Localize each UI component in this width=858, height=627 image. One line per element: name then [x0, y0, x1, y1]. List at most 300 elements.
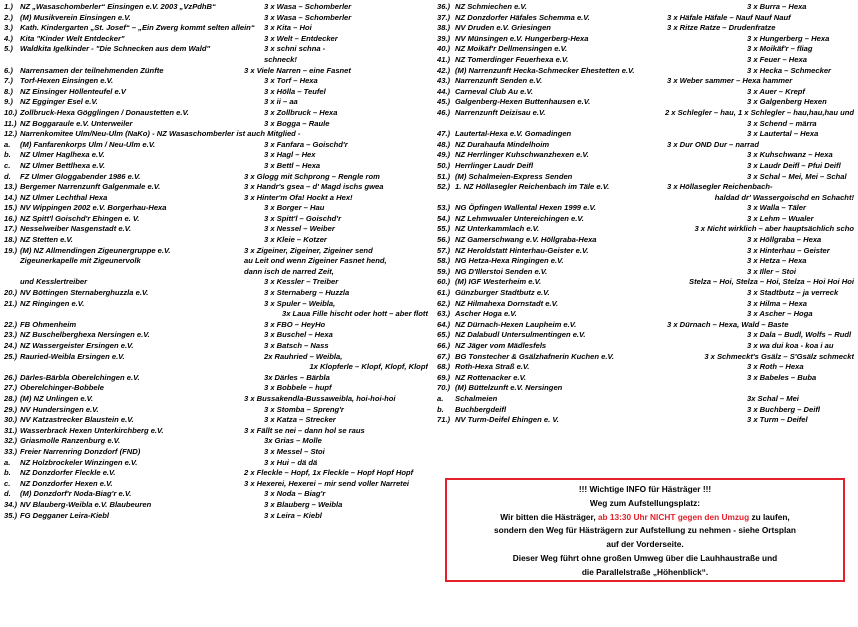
- info-line-4: Dieser Weg führt ohne großen Umweg über die Lauhhaustraße und: [512, 552, 778, 563]
- entry-call: 2 x Schlegler – hau, 1 x Schlegler – hau,hau,hau und: [664, 107, 854, 117]
- list-item: [437, 97, 854, 108]
- list-item: [437, 330, 854, 341]
- list-item: [4, 55, 428, 66]
- entry-call: 3 x Hungerberg – Hexa: [747, 33, 830, 43]
- list-item: [437, 87, 854, 98]
- list-item: [4, 203, 428, 214]
- list-item: [4, 44, 428, 55]
- entry-call: 3 x Nicht wirklich – aber hauptsächlich scho: [694, 224, 854, 234]
- entry-call: 3 x Feuer – Hexa: [747, 54, 807, 64]
- entry-call: 3 x Borger – Hau: [264, 203, 325, 213]
- entry-call: 3 x Buschel – Hexa: [264, 330, 333, 340]
- entry-number: 69.): [437, 372, 451, 382]
- list-item: [4, 224, 428, 235]
- entry-call: 3 x Hui – dä dä: [264, 457, 318, 467]
- entry-name: Ascher Hoga e.V.: [455, 309, 517, 319]
- list-item: [4, 256, 428, 267]
- entry-number: 64.): [437, 319, 451, 329]
- list-item: [4, 436, 428, 447]
- entry-call: 3 x Zollbruck – Hexa: [264, 107, 338, 117]
- entry-number: a.: [437, 393, 444, 403]
- entry-name: Narrenkomitee Ulm/Neu-Ulm (NaKo) - NZ Wasaschomberler ist auch Mitglied -: [20, 129, 301, 139]
- list-item: [437, 203, 854, 214]
- entry-call: 3 x Nessel – Weiber: [264, 224, 335, 234]
- list-item: [437, 362, 854, 373]
- entry-call: Stelza – Hoi, Stelza – Hoi, Stelza – Hoi Hoi Hoi: [689, 277, 854, 287]
- right-column: [437, 2, 854, 426]
- entry-call: 3 x Messel – Stoi: [264, 446, 325, 456]
- entry-name: NZ Durahaufa Mindelhoim: [455, 139, 550, 149]
- entry-name: Rauried-Weibla Ersingen e.V.: [20, 351, 125, 361]
- entry-name: Oberelchinger-Bobbele: [20, 383, 104, 393]
- entry-call: 3 x Bettl – Hexa: [264, 160, 321, 170]
- list-item: [437, 119, 854, 130]
- entry-name: NZ Dürnach-Hexen Laupheim e.V.: [455, 319, 577, 329]
- entry-call: 3 x Häfale Häfale – Nauf Nauf Nauf: [667, 12, 791, 22]
- entry-call: 3 x Galgenberg Hexen: [747, 97, 827, 107]
- entry-number: 29.): [4, 404, 18, 414]
- list-item: [4, 13, 428, 24]
- entry-number: 41.): [437, 54, 451, 64]
- list-item: [437, 267, 854, 278]
- list-item: [4, 119, 428, 130]
- list-item: [4, 87, 428, 98]
- list-item: [4, 415, 428, 426]
- entry-number: d.: [4, 171, 11, 181]
- entry-name: Zollbruck-Hexa Gögglingen / Donaustetten e.V.: [20, 107, 189, 117]
- entry-call: 3 x Zigeiner, Zigeiner, Zigeiner send: [244, 245, 373, 255]
- list-item: [437, 140, 854, 151]
- list-item: [4, 320, 428, 331]
- list-item: [437, 277, 854, 288]
- entry-number: 21.): [4, 298, 18, 308]
- entry-call: 3 x Glogg mit Schprong – Rengle rom: [244, 171, 380, 181]
- entry-number: 11.): [4, 118, 17, 128]
- entry-number: 40.): [437, 44, 451, 54]
- entry-name: NV Blauberg-Weibla e.V. Blaubeuren: [20, 499, 152, 509]
- entry-call: 3 x Hinterhau – Geister: [747, 245, 830, 255]
- entry-number: 66.): [437, 341, 451, 350]
- entry-call: 3 x Bogga – Raule: [264, 118, 330, 128]
- entry-number: 35.): [4, 510, 18, 520]
- entry-number: b.: [437, 404, 444, 414]
- entry-call: 3 x Ritze Ratze – Drudenfratze: [667, 23, 776, 33]
- entry-call: 3 x ii – aa: [264, 97, 298, 107]
- info-warning-highlight: ab 13:30 Uhr NICHT gegen den Umzug: [597, 511, 750, 522]
- entry-name: Schalmeien: [455, 393, 498, 403]
- list-item: [437, 383, 854, 394]
- entry-call: 2 x Fleckle – Hopf, 1x Fleckle – Hopf Hopf Hopf: [244, 468, 414, 478]
- entry-name: NZ Einsinger Höllenteufel e.V: [20, 86, 126, 96]
- list-item: [437, 352, 854, 363]
- list-item: [437, 373, 854, 384]
- list-item: [4, 383, 428, 394]
- entry-call: 3 x Hexerei, Hexerei – mir send voller Narretei: [244, 478, 410, 488]
- entry-name: FB Ohmenheim: [20, 319, 77, 329]
- entry-number: 18.): [4, 235, 18, 245]
- entry-number: 5.): [4, 44, 13, 54]
- entry-name: NZ Wassergeister Ersingen e.V.: [20, 341, 134, 350]
- entry-number: 54.): [437, 213, 451, 223]
- entry-number: 10.): [4, 107, 18, 117]
- entry-number: a.: [4, 139, 11, 149]
- entry-call: 3 x Kita – Hoi: [264, 23, 312, 33]
- entry-call: 3 x Hölla – Teufel: [264, 86, 326, 96]
- entry-number: 25.): [4, 351, 18, 361]
- entry-call: 3 x Hinter'm Ofa! Hockt a Hex!: [244, 192, 353, 202]
- list-item: [437, 235, 854, 246]
- list-item: [4, 489, 428, 500]
- info-subtitle: Weg zum Aufstellungsplatz:: [589, 497, 701, 508]
- entry-call: 3 x Burra – Hexa: [747, 2, 807, 11]
- list-item: [437, 394, 854, 405]
- entry-call: 1x Klopferle – Klopf, Klopf, Klopf: [309, 362, 428, 372]
- entry-call: 3 x Ascher – Hoga: [747, 309, 813, 319]
- entry-number: 71.): [437, 415, 451, 425]
- entry-name: Waldkita Igelkinder - "Die Schnecken aus dem Wald": [20, 44, 211, 54]
- entry-name: NG Öpfingen Wallental Hexen 1999 e.V.: [455, 203, 596, 213]
- entry-call: 3 x Lehm – Wualer: [747, 213, 814, 223]
- entry-call: haldad dr' Wassergoischd en Schacht!: [714, 192, 854, 202]
- entry-call: 3 x Kessler – Treiber: [264, 277, 339, 287]
- entry-number: 65.): [437, 330, 451, 340]
- entry-number: 68.): [437, 362, 451, 372]
- entry-number: 14.): [4, 192, 18, 202]
- entry-name: Narrenzunft Deizisau e.V.: [455, 107, 546, 117]
- entry-number: 28.): [4, 393, 18, 403]
- list-item: [4, 66, 428, 77]
- entry-name: NZ Lehmwualer Untereichingen e.V.: [455, 213, 584, 223]
- list-item: [437, 23, 854, 34]
- entry-call: 3 x Hilma – Hexa: [747, 298, 807, 308]
- entry-number: 27.): [4, 383, 18, 393]
- list-item: [4, 34, 428, 45]
- entry-number: 13.): [4, 182, 18, 192]
- entry-name: NV Hundersingen e.V.: [20, 404, 99, 414]
- info-line-1: Wir bitten die Hästräger, ab 13:30 Uhr NICHT gegen den Umzug zu laufen,: [500, 511, 790, 522]
- entry-name: Freier Narrenring Donzdorf (FND): [20, 446, 141, 456]
- entry-number: 62.): [437, 298, 451, 308]
- info-line-5: die Parallelstraße „Höhenblick“.: [581, 566, 709, 577]
- entry-call: 3 x Noda – Biag'r: [264, 489, 326, 499]
- entry-number: b.: [4, 468, 11, 478]
- entry-name: NZ Herrlinger Kuhschwanzhexen e.V.: [455, 150, 589, 160]
- list-item: [4, 405, 428, 416]
- entry-call: 3 x Schmeckt's Gsälz – S'Gsälz schmeckt: [704, 351, 854, 361]
- entry-call: 3 x Laudr Deifl – Pfui Deifl: [747, 160, 841, 170]
- entry-number: 58.): [437, 256, 451, 266]
- entry-number: 63.): [437, 309, 451, 319]
- entry-call: 3 x Batsch – Nass: [264, 341, 329, 350]
- entry-name: NZ Gamerschwang e.V. Höllgraba-Hexa: [455, 235, 597, 245]
- entry-name: NZ Hilmahexa Dornstadt e.V.: [455, 298, 559, 308]
- info-line-2: sondern den Weg für Hästrägern zur Aufstellung zu nehmen - siehe Ortsplan: [494, 525, 796, 536]
- list-item: [4, 511, 428, 522]
- entry-call: 3 x Handr's gsea – d' Magd ischs gwea: [244, 182, 384, 192]
- entry-number: c.: [4, 160, 11, 170]
- entry-name: NZ Dalabudl Untersulmentingen e.V.: [455, 330, 586, 340]
- list-item: [437, 193, 854, 204]
- entry-name: Torf-Hexen Einsingen e.V.: [20, 76, 114, 86]
- entry-call: 3 x Dur OND Dur – narrad: [667, 139, 759, 149]
- entry-name: NZ Ulmer Lechthal Hexa: [20, 192, 108, 202]
- entry-call: 3 x Schend – märra: [747, 118, 817, 128]
- list-item: [437, 2, 854, 13]
- entry-number: d.: [4, 489, 11, 499]
- entry-call: 3 x Kleie – Kotzer: [264, 235, 327, 245]
- entry-name: Herrlinger Laudr Deifl: [455, 160, 534, 170]
- entry-number: 39.): [437, 33, 451, 43]
- entry-name: NZ Donzdorfer Hexen e.V.: [20, 478, 113, 488]
- entry-call: 3 x Hetza – Hexa: [747, 256, 807, 266]
- entry-name: NZ Stetten e.V.: [20, 235, 73, 245]
- entry-number: a.: [4, 457, 11, 467]
- list-item: [437, 415, 854, 426]
- entry-name: (M) Musikverein Einsingen e.V.: [20, 12, 131, 22]
- list-item: [4, 341, 428, 352]
- list-item: [4, 193, 428, 204]
- entry-name: NZ Buschelberghexa Nersingen e.V.: [20, 330, 150, 340]
- entry-name: NZ Schmiechen e.V.: [455, 2, 527, 11]
- entry-name: NZ Boggaraule e.V. Unterweiler: [20, 118, 133, 128]
- list-item: [4, 458, 428, 469]
- entry-call: 3x Laua Fille hischt oder hott – aber flott: [282, 309, 428, 319]
- list-item: [437, 34, 854, 45]
- entry-number: 6.): [4, 65, 13, 75]
- entry-name: NZ „Wasaschomberler“ Einsingen e.V. 2003 „VzPdhB“: [20, 2, 216, 11]
- entry-call: 3 x Hagl – Hex: [264, 150, 316, 160]
- list-item: [437, 288, 854, 299]
- list-item: [4, 108, 428, 119]
- list-item: [4, 161, 428, 172]
- list-item: [4, 447, 428, 458]
- list-item: [437, 66, 854, 77]
- entry-call: dann isch de narred Zeit,: [244, 266, 334, 276]
- entry-number: 8.): [4, 86, 13, 96]
- entry-call: au Leit ond wenn Zigeiner Fasnet hend,: [244, 256, 387, 266]
- entry-call: schneck!: [264, 54, 297, 64]
- entry-number: 38.): [437, 23, 451, 33]
- entry-name: Griasmolle Ranzenburg e.V.: [20, 436, 121, 446]
- entry-call: 3 x Leira – Kiebl: [264, 510, 322, 520]
- list-item: [4, 309, 428, 320]
- entry-name: NZ Ulmer Haglhexa e.V.: [20, 150, 105, 160]
- entry-call: 3 x Babeles – Buba: [747, 372, 817, 382]
- entry-name: 1. NZ Höllasegler Reichenbach im Täle e.V.: [455, 182, 610, 192]
- entry-number: 48.): [437, 139, 451, 149]
- entry-call: 3 x Moikäf'r – fliag: [747, 44, 813, 54]
- entry-name: NV Wippingen 2002 e.V. Borgerhau-Hexa: [20, 203, 167, 213]
- entry-number: 30.): [4, 415, 18, 425]
- list-item: [4, 76, 428, 87]
- entry-call: 3 x Fanfara – Goischd'r: [264, 139, 348, 149]
- list-item: [4, 97, 428, 108]
- entry-call: 3 x Dala – Budl, Wolfs – Rudl: [747, 330, 852, 340]
- list-item: [4, 267, 428, 278]
- list-item: [4, 479, 428, 490]
- entry-number: 32.): [4, 436, 18, 446]
- entry-name: Bergemer Narrenzunft Galgenmale e.V.: [20, 182, 161, 192]
- list-item: [437, 309, 854, 320]
- list-item: [4, 330, 428, 341]
- entry-number: 33.): [4, 446, 18, 456]
- entry-call: 3 x Blauberg – Weibla: [264, 499, 343, 509]
- list-item: [437, 299, 854, 310]
- entry-call: 3 x Katza – Strecker: [264, 415, 336, 425]
- entry-number: 19.): [4, 245, 18, 255]
- entry-call: 3 x Dürnach – Hexa, Wald – Baste: [667, 319, 789, 329]
- entry-call: 3 x Höllgraba – Hexa: [747, 235, 822, 245]
- entry-number: 43.): [437, 76, 451, 86]
- entry-name: NV Katzastrecker Blaustein e.V.: [20, 415, 134, 425]
- entry-call: 2x Rauhried – Weibla,: [264, 351, 343, 361]
- entry-name: NZ Ulmer Bettlhexa e.V.: [20, 160, 105, 170]
- list-item: [437, 182, 854, 193]
- entry-number: 36.): [437, 2, 451, 11]
- entry-number: 52.): [437, 182, 451, 192]
- info-title: !!! Wichtige INFO für Hästräger !!!: [578, 484, 712, 494]
- entry-name: Wasserbrack Hexen Unterkirchberg e.V.: [20, 425, 164, 435]
- entry-call: 3x Därles – Bärbla: [264, 372, 330, 382]
- entry-call: 3 x Fällt se nei – dann hol se raus: [244, 425, 365, 435]
- entry-name: FZ Ulmer Gloggabender 1986 e.V.: [20, 171, 141, 181]
- entry-call: 3 x Stadtbutz – ja verreck: [747, 288, 839, 298]
- entry-number: 15.): [4, 203, 18, 213]
- entry-name: (M) Donzdorf'r Noda-Biag'r e.V.: [20, 489, 132, 499]
- entry-name: NZ Jäger vom Mädlesfels: [455, 341, 547, 350]
- entry-name: NV Münsingen e.V. Hungerberg-Hexa: [455, 33, 589, 43]
- entry-name: Kita "Kinder Welt Entdecker": [20, 33, 125, 43]
- entry-number: 57.): [437, 245, 451, 255]
- entry-call: 3 x Stomba – Spreng'r: [264, 404, 344, 414]
- entry-number: 7.): [4, 76, 13, 86]
- entry-number: 4.): [4, 33, 13, 43]
- entry-name: NG Hetza-Hexa Ringingen e.V.: [455, 256, 564, 266]
- entry-number: 61.): [437, 288, 451, 298]
- entry-name: NZ Tomerdinger Feuerhexa e.V.: [455, 54, 569, 64]
- list-item: [437, 320, 854, 331]
- entry-name: (M) NZ Unlingen e.V.: [20, 393, 94, 403]
- entry-name: NV Druden e.V. Griesingen: [455, 23, 551, 33]
- entry-number: 20.): [4, 288, 18, 298]
- list-item: [437, 172, 854, 183]
- entry-number: 47.): [437, 129, 451, 139]
- entry-name: NZ Moikäf'r Dellmensingen e.V.: [455, 44, 568, 54]
- entry-number: c.: [4, 478, 11, 488]
- entry-number: 60.): [437, 277, 451, 287]
- entry-call: 3 x FBO – HeyHo: [264, 319, 326, 329]
- entry-call: 3 x Auer – Krepf: [747, 86, 805, 96]
- entry-number: 1.): [4, 2, 13, 11]
- entry-call: 3 x Wasa – Schomberler: [264, 12, 352, 22]
- list-item: [4, 468, 428, 479]
- list-item: [437, 13, 854, 24]
- list-item: [4, 172, 428, 183]
- entry-name: NZ Heroldstatt Hinterhau-Geister e.V.: [455, 245, 589, 255]
- list-item: [437, 224, 854, 235]
- list-item: [437, 405, 854, 416]
- entry-name: BG Tonstecher & Gsälzhafnerin Kuchen e.V.: [455, 351, 614, 361]
- entry-call: 3 x Welt – Entdecker: [264, 33, 338, 43]
- list-item: [4, 288, 428, 299]
- entry-call: 3 x Walla – Täler: [747, 203, 806, 213]
- list-item: [437, 76, 854, 87]
- entry-call: 3 x Turm – Deifel: [747, 415, 808, 425]
- entry-name: Narrensamen der teilnehmenden Zünfte: [20, 65, 164, 75]
- entry-name: NZ Spitt'l Goischd'r Ehingen e. V.: [20, 213, 140, 223]
- list-item: [437, 341, 854, 352]
- important-info-box: [445, 478, 845, 582]
- entry-name: NZ Ringingen e.V.: [20, 298, 85, 308]
- entry-name: Carneval Club Au e.V.: [455, 86, 533, 96]
- entry-call: 3x Grias – Molle: [264, 436, 322, 446]
- list-item: [4, 140, 428, 151]
- entry-name: (M) NZ Allmendingen Zigeunergruppe e.V.: [20, 245, 171, 255]
- entry-call: 3 x Bobbele – hupf: [264, 383, 332, 393]
- entry-number: 51.): [437, 171, 451, 181]
- entry-call: 3 x Kuhschwanz – Hexa: [747, 150, 833, 160]
- entry-number: 3.): [4, 23, 13, 33]
- entry-name: FG Degganer Leira-Kiebl: [20, 510, 110, 520]
- entry-call: 3 x Höllasegler Reichenbach-: [667, 182, 773, 192]
- entry-number: 23.): [4, 330, 18, 340]
- entry-name: (M) Fanfarenkorps Ulm / Neu-Ulm e.V.: [20, 139, 156, 149]
- list-item: [437, 246, 854, 257]
- list-item: [437, 44, 854, 55]
- entry-call: 3 x Wasa – Schomberler: [264, 2, 352, 11]
- entry-number: 24.): [4, 341, 18, 350]
- entry-name: NG D'Illerstoi Senden e.V.: [455, 266, 548, 276]
- list-item: [437, 108, 854, 119]
- entry-number: 34.): [4, 499, 18, 509]
- entry-number: 45.): [437, 97, 451, 107]
- entry-name: NZ Unterkammlach e.V.: [455, 224, 540, 234]
- entry-name: NZ Donzdorfer Häfales Schemma e.V.: [455, 12, 590, 22]
- entry-call: 3 x Lautertal – Hexa: [747, 129, 819, 139]
- left-column: [4, 2, 428, 521]
- entry-number: 2.): [4, 12, 13, 22]
- entry-number: 31.): [4, 425, 18, 435]
- entry-number: b.: [4, 150, 11, 160]
- entry-name: Narrenzunft Senden e.V.: [455, 76, 543, 86]
- entry-name: Zigeunerkapelle mit Zigeunervolk: [20, 256, 141, 266]
- entry-number: 53.): [437, 203, 451, 213]
- entry-name: NV Böttingen Sternaberghuzzla e.V.: [20, 288, 149, 298]
- entry-name: NZ Donzdorfer Fleckle e.V.: [20, 468, 116, 478]
- entry-call: 3 x Spitt'l – Goischd'r: [264, 213, 342, 223]
- list-item: [4, 373, 428, 384]
- list-item: [4, 214, 428, 225]
- entry-name: Nesselweiber Nasgenstadt e.V.: [20, 224, 132, 234]
- entry-call: 3 x Bussakendla-Bussaweibla, hoi-hoi-hoi: [244, 393, 396, 403]
- entry-call: 3 x Sternaberg – Huzzla: [264, 288, 350, 298]
- list-item: [437, 214, 854, 225]
- entry-name: Därles-Bärbla Oberelchingen e.V.: [20, 372, 140, 382]
- entry-name: (M) Büttelzunft e.V. Nersingen: [455, 383, 563, 393]
- entry-number: 12.): [4, 129, 18, 139]
- entry-name: NZ Rottenacker e.V.: [455, 372, 527, 382]
- list-item: [4, 23, 428, 34]
- entry-name: (M) Narrenzunft Hecka-Schmecker Ehestetten e.V.: [455, 65, 635, 75]
- entry-call: 3x Schal – Mei: [747, 393, 799, 403]
- entry-name: und Kesslertreiber: [20, 277, 88, 287]
- entry-call: 3 x Hecka – Schmecker: [747, 65, 832, 75]
- list-item: [4, 500, 428, 511]
- entry-number: 44.): [437, 86, 451, 96]
- entry-call: 3 x Buchberg – Deifl: [747, 404, 821, 414]
- entry-call: 3 x Torf – Hexa: [264, 76, 318, 86]
- entry-number: 16.): [4, 213, 18, 223]
